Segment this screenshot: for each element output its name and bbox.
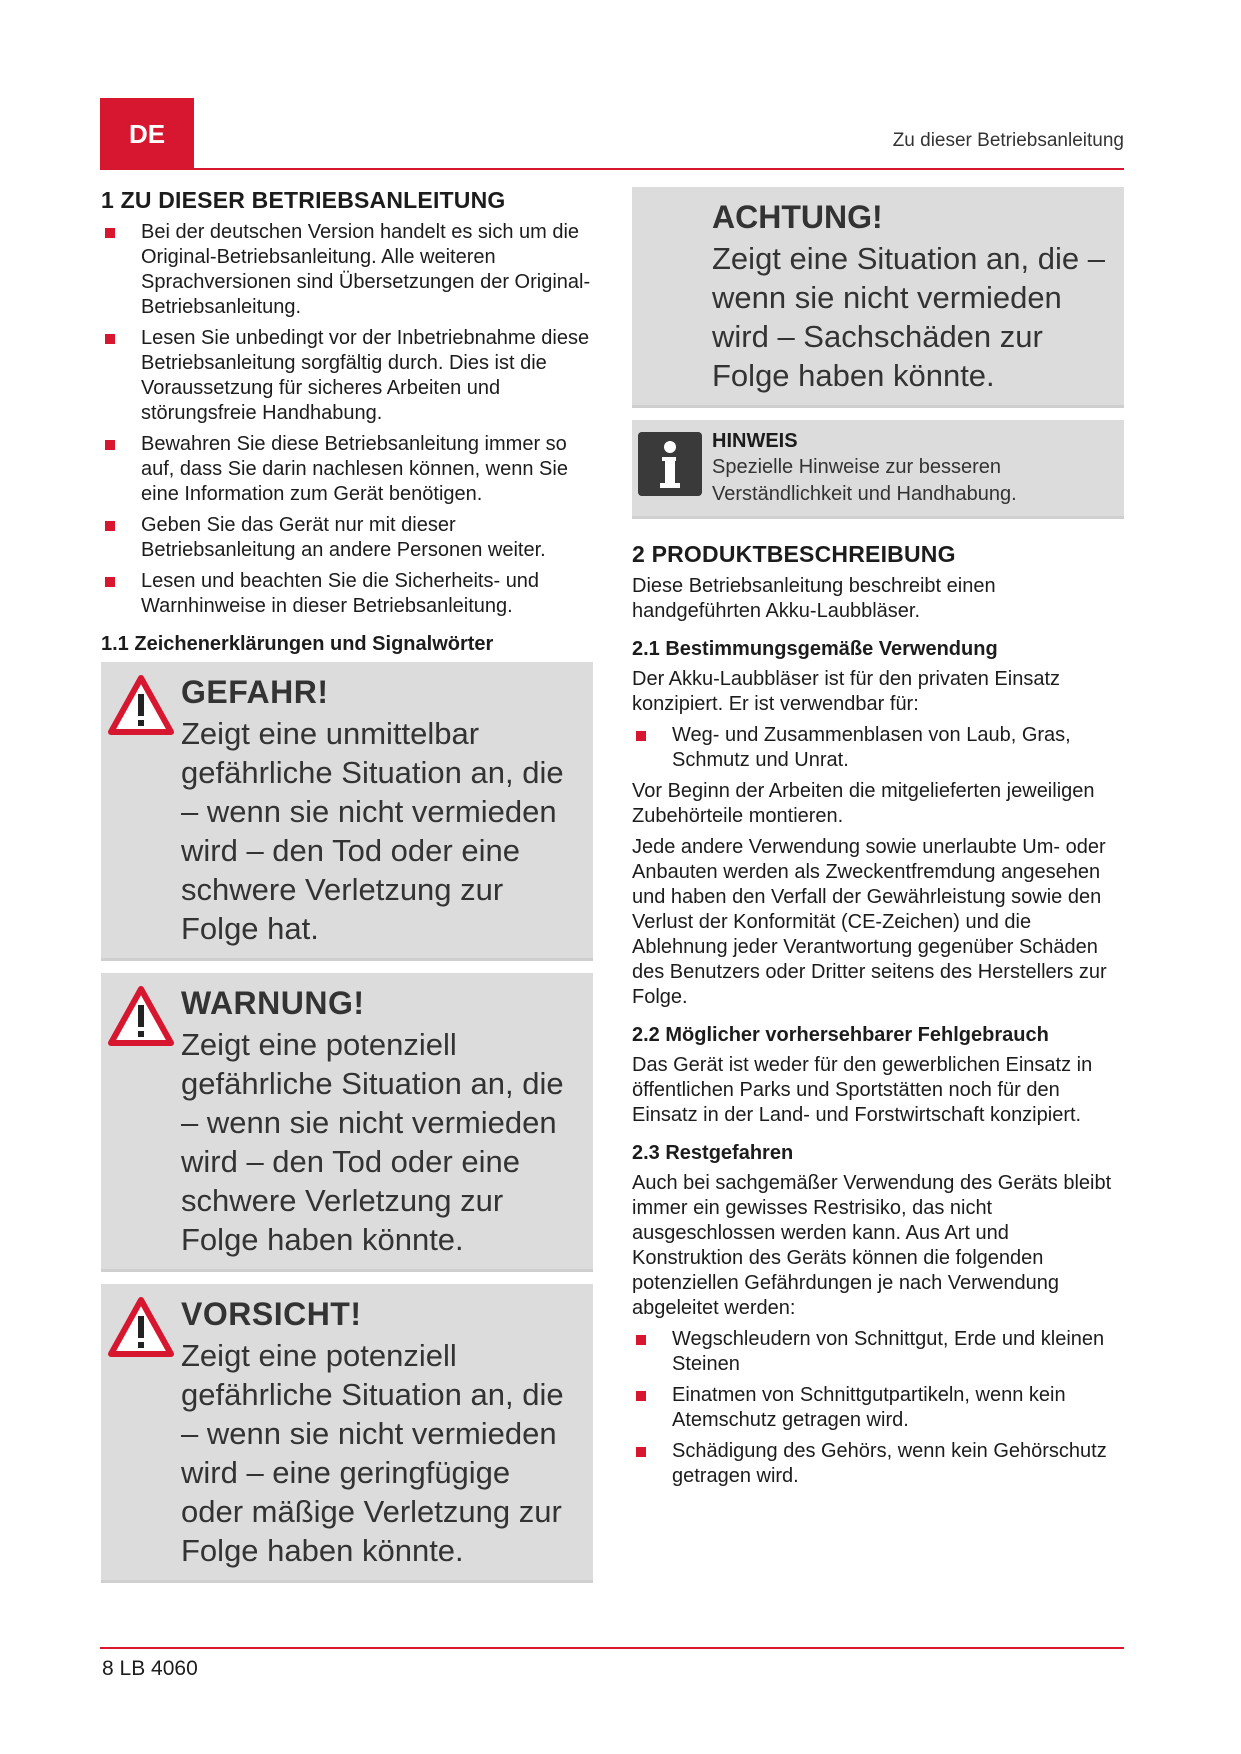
- section-2-1-title: 2.1 Bestimmungsgemäße Verwendung: [632, 638, 998, 660]
- bullet-square-icon: [636, 1335, 646, 1345]
- signal-box-gefahr: [101, 662, 593, 961]
- section-2-3-bullets: [632, 1327, 1124, 1489]
- section-2-2-title: 2.2 Möglicher vorhersehbarer Fehlgebrauch: [632, 1024, 1049, 1046]
- list-item-text: Weg- und Zusammenblasen von Laub, Gras, Schmutz und Unrat.: [672, 724, 1071, 771]
- paragraph: Das Gerät ist weder für den gewerblichen Einsatz in öffentlichen Parks und Sportstätten noch für den Einsatz in der Land- und Forstwirtschaft konzipiert.: [632, 1054, 1093, 1126]
- section-2-title: 2 PRODUKTBESCHREIBUNG: [632, 541, 956, 567]
- bullet-square-icon: [636, 1447, 646, 1457]
- section-1-title: 1 ZU DIESER BETRIEBSANLEITUNG: [101, 187, 506, 213]
- paragraph: Jede andere Verwendung sowie unerlaubte Um- oder Anbauten werden als Zweckentfremdung angesehen und haben den Verfall der Gewährleistung sowie den Verlust der Konformität (CE-Zeichen) und die Ablehnung jeder Verantwortung gegenüber Schäden des Benutzers oder Dritter seitens des Herstellers zur Folge.: [632, 836, 1107, 1008]
- left-column: [101, 187, 593, 1595]
- list-item-text: Bewahren Sie diese Betriebsanleitung immer so auf, dass Sie darin nachlesen können, wenn Sie eine Information zum Gerät benötigen.: [141, 433, 568, 505]
- list-item-text: Wegschleudern von Schnittgut, Erde und kleinen Steinen: [672, 1328, 1105, 1375]
- list-item-text: Lesen und beachten Sie die Sicherheits- und Warnhinweise in dieser Betriebsanleitung.: [141, 570, 540, 617]
- footer-rule: [100, 1647, 1124, 1649]
- warning-triangle-icon: [107, 674, 175, 736]
- hint-text: Spezielle Hinweise zur besseren Verständlichkeit und Handhabung.: [712, 456, 1017, 505]
- paragraph: Auch bei sachgemäßer Verwendung des Geräts bleibt immer ein gewisses Restrisiko, das nicht ausgeschlossen werden kann. Aus Art und Konstruktion des Geräts können die folgenden potenziellen Gefährdungen je nach Verwendung abgeleitet werden:: [632, 1172, 1112, 1319]
- signal-text: Zeigt eine unmittelbar gefährliche Situation an, die – wenn sie nicht vermieden wird – den Tod oder eine schwere Verletzung zur Folge hat.: [181, 716, 564, 946]
- bullet-square-icon: [105, 440, 115, 450]
- signal-box-achtung: [632, 187, 1124, 408]
- list-item: [101, 513, 593, 563]
- list-item: [101, 569, 593, 619]
- bullet-square-icon: [105, 521, 115, 531]
- header-rule: [100, 168, 1124, 170]
- signal-title: GEFAHR!: [181, 674, 329, 710]
- signal-title: VORSICHT!: [181, 1296, 362, 1332]
- list-item: [632, 1439, 1124, 1489]
- page-footer: 8 LB 4060: [102, 1657, 198, 1680]
- section-2-3-title: 2.3 Restgefahren: [632, 1142, 794, 1164]
- list-item: [101, 326, 593, 426]
- list-item-text: Geben Sie das Gerät nur mit dieser Betriebsanleitung an andere Personen weiter.: [141, 514, 546, 561]
- paragraph: Vor Beginn der Arbeiten die mitgelieferten jeweiligen Zubehörteile montieren.: [632, 780, 1095, 827]
- list-item: [101, 432, 593, 507]
- bullet-square-icon: [105, 228, 115, 238]
- signal-title: ACHTUNG!: [712, 199, 883, 235]
- signal-text: Zeigt eine Situation an, die – wenn sie nicht vermieden wird – Sachschäden zur Folge haben könnte.: [712, 241, 1105, 393]
- warning-triangle-icon: [107, 985, 175, 1047]
- signal-text: Zeigt eine potenziell gefährliche Situation an, die – wenn sie nicht vermieden wird – den Tod oder eine schwere Verletzung zur Folge haben könnte.: [181, 1027, 564, 1257]
- signal-text: Zeigt eine potenziell gefährliche Situation an, die – wenn sie nicht vermieden wird – eine geringfügige oder mäßige Verletzung zur Folge haben könnte.: [181, 1338, 564, 1568]
- right-column: [632, 187, 1124, 1495]
- bullet-square-icon: [636, 731, 646, 741]
- info-icon: [638, 432, 702, 496]
- signal-box-warnung: [101, 973, 593, 1272]
- section-1-bullets: [101, 220, 593, 619]
- list-item-text: Schädigung des Gehörs, wenn kein Gehörschutz getragen wird.: [672, 1440, 1107, 1487]
- list-item: [632, 1383, 1124, 1433]
- list-item: [101, 220, 593, 320]
- list-item-text: Einatmen von Schnittgutpartikeln, wenn kein Atemschutz getragen wird.: [672, 1384, 1066, 1431]
- header-title: Zu dieser Betriebsanleitung: [892, 130, 1124, 151]
- section-2-1-bullets: [632, 723, 1124, 773]
- warning-triangle-icon: [107, 1296, 175, 1358]
- section-2-intro: Diese Betriebsanleitung beschreibt einen handgeführten Akku-Laubbläser.: [632, 575, 996, 622]
- hint-title: HINWEIS: [712, 430, 798, 452]
- paragraph: Der Akku-Laubbläser ist für den privaten Einsatz konzipiert. Er ist verwendbar für:: [632, 668, 1060, 715]
- bullet-square-icon: [636, 1391, 646, 1401]
- language-badge: DE: [100, 98, 194, 170]
- hint-box: [632, 420, 1124, 519]
- signal-title: WARNUNG!: [181, 985, 365, 1021]
- section-1-1-title: 1.1 Zeichenerklärungen und Signalwörter: [101, 633, 494, 655]
- bullet-square-icon: [105, 577, 115, 587]
- list-item-text: Lesen Sie unbedingt vor der Inbetriebnahme diese Betriebsanleitung sorgfältig durch. Dies ist die Voraussetzung für sicheres Arbeiten und störungsfreie Handhabung.: [141, 327, 590, 424]
- signal-box-vorsicht: [101, 1284, 593, 1583]
- bullet-square-icon: [105, 334, 115, 344]
- list-item: [632, 723, 1124, 773]
- list-item-text: Bei der deutschen Version handelt es sich um die Original-Betriebsanleitung. Alle weiteren Sprachversionen sind Übersetzungen der Original-Betriebsanleitung.: [141, 221, 591, 318]
- list-item: [632, 1327, 1124, 1377]
